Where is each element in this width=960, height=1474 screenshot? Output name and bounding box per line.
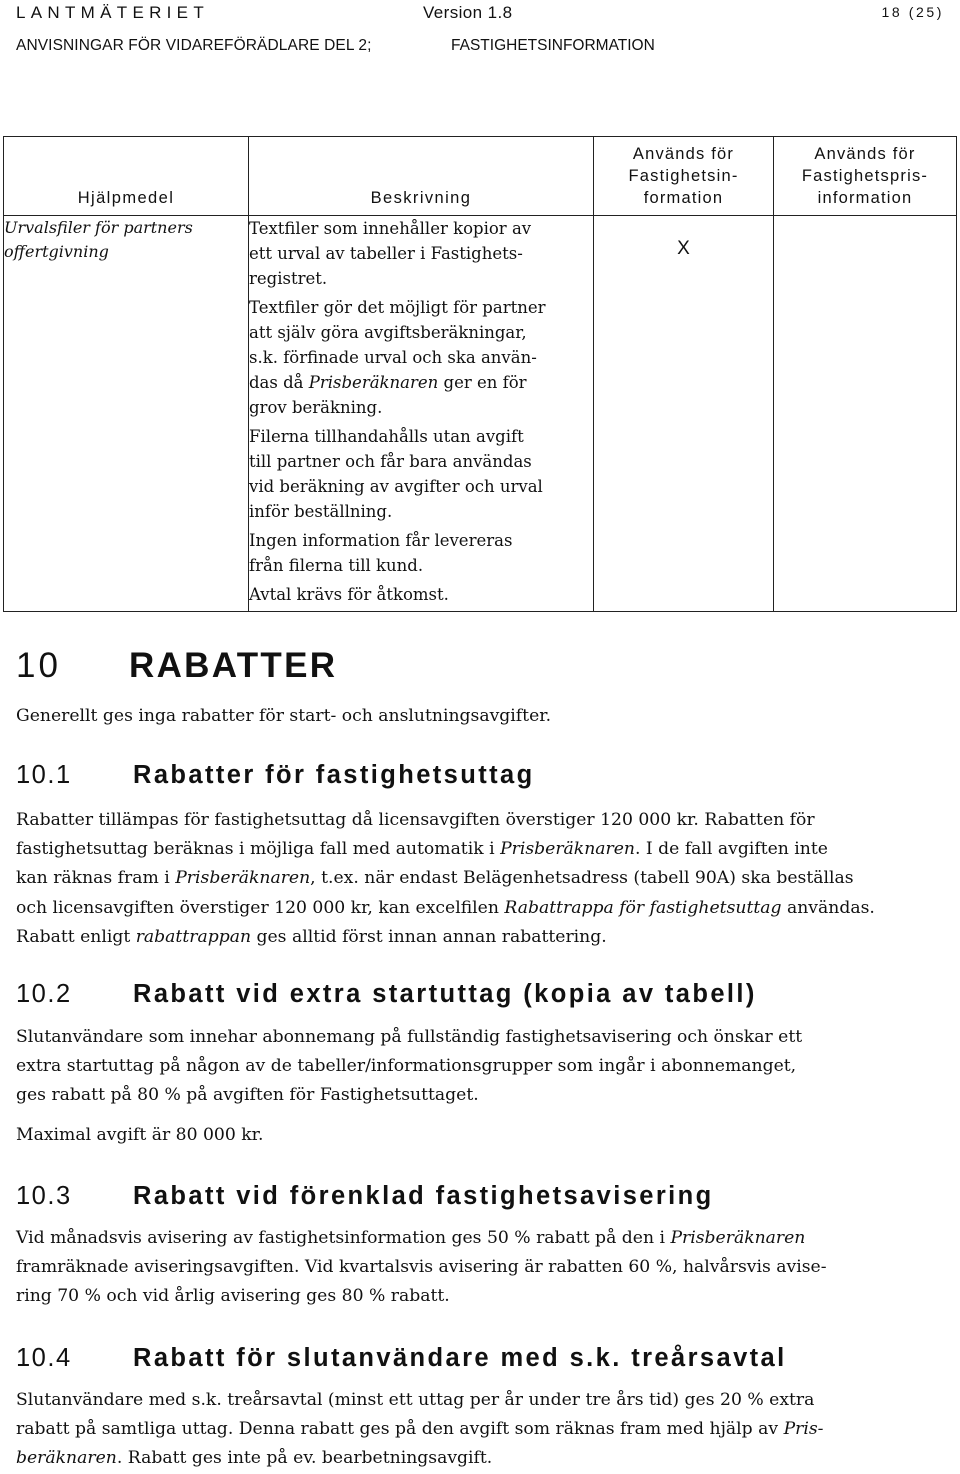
header-fastighetsinformation: Används för Fastighetsin- formation (594, 137, 774, 216)
check-mark: X (677, 238, 690, 259)
subsection-heading: 10.3 Rabatt vid förenklad fastighetsavisering (16, 1182, 714, 1210)
page-number: 18 (25) (881, 4, 944, 20)
organization-name: LANTMÄTERIET (16, 3, 210, 22)
table-row (4, 216, 957, 612)
subsection-body: Slutanvändare med s.k. treårsavtal (minst ett uttag per år under tre års tid) ges 20 % extra rabatt på samtliga uttag. Denna rabatt ges på den avgift som räknas fram med hjälp av Pris- beräknaren. Rabatt ges inte på ev. bearbetningsavgift. (16, 1390, 824, 1469)
subsection-body: Rabatter tillämpas för fastighetsuttag då licensavgiften överstiger 120 000 kr. Rabatten för fastighetsuttag beräknas i möjliga fall med automatik i Prisberäknaren. I de fall avgiften inte kan räknas fram i Prisberäknaren, t.ex. när endast Belägenhetsadress (tabell 90A) ska beställas och licensavgiften överstiger 120 000 kr, kan excelfilen Rabattrappa för fastighetsuttag användas. Rabatt enligt rabattrappan ges alltid först innan annan rabattering. (16, 810, 875, 947)
fastighetsinfo-mark-cell (594, 216, 774, 612)
description-paragraph: Filerna tillhandahålls utan avgift till partner och får bara användas vid beräkning av avgifter och urval inför beställning. (249, 427, 543, 521)
subsection-heading: 10.2 Rabatt vid extra startuttag (kopia av tabell) (16, 980, 757, 1008)
subsection-heading: 10.1 Rabatter för fastighetsuttag (16, 761, 535, 789)
subsection-note: Maximal avgift är 80 000 kr. (16, 1125, 264, 1145)
description-cell (249, 216, 594, 612)
page-header (16, 3, 944, 25)
header-description: Beskrivning (249, 137, 594, 216)
description-paragraph: Avtal krävs för åtkomst. (249, 585, 449, 604)
section-heading: 10 RABATTER (16, 646, 338, 685)
description-paragraph: Textfiler gör det möjligt för partner att själv göra avgiftsberäkningar, s.k. förfinade urval och ska använ- das då Prisberäknaren ger en för grov beräkning. (249, 298, 546, 417)
tools-table (3, 136, 957, 612)
description-paragraph: Textfiler som innehåller kopior av ett urval av tabeller i Fastighets- registret. (249, 219, 532, 288)
document-subheader (16, 37, 944, 57)
version-label: Version 1.8 (423, 3, 513, 22)
header-tool: Hjälpmedel (4, 137, 249, 216)
tool-name-cell: Urvalsfiler för partners offertgivning (4, 216, 249, 612)
header-fastighetsprisinformation: Används för Fastighetspris- information (774, 137, 957, 216)
prisinfo-mark-cell (774, 216, 957, 612)
subsection-body: Vid månadsvis avisering av fastighetsinformation ges 50 % rabatt på den i Prisberäknaren framräknade aviseringsavgiften. Vid kvartalsvis avisering är rabatten 60 %, halvårsvis avise- ring 70 % och vid årlig avisering ges 80 % rabatt. (16, 1228, 827, 1307)
section-intro: Generellt ges inga rabatter för start- och anslutningsavgifter. (16, 706, 552, 726)
document-title: ANVISNINGAR FÖR VIDAREFÖRÄDLARE DEL 2; (16, 37, 372, 54)
table-header-row (4, 137, 957, 216)
document-topic: FASTIGHETSINFORMATION (451, 37, 655, 54)
subsection-heading: 10.4 Rabatt för slutanvändare med s.k. treårsavtal (16, 1344, 787, 1372)
description-paragraph: Ingen information får levereras från filerna till kund. (249, 531, 513, 575)
subsection-body: Slutanvändare som innehar abonnemang på fullständig fastighetsavisering och önskar ett extra startuttag på någon av de tabeller/informationsgrupper som ingår i abonnemanget, ges rabatt på 80 % på avgiften för Fastighetsuttaget. (16, 1027, 803, 1106)
